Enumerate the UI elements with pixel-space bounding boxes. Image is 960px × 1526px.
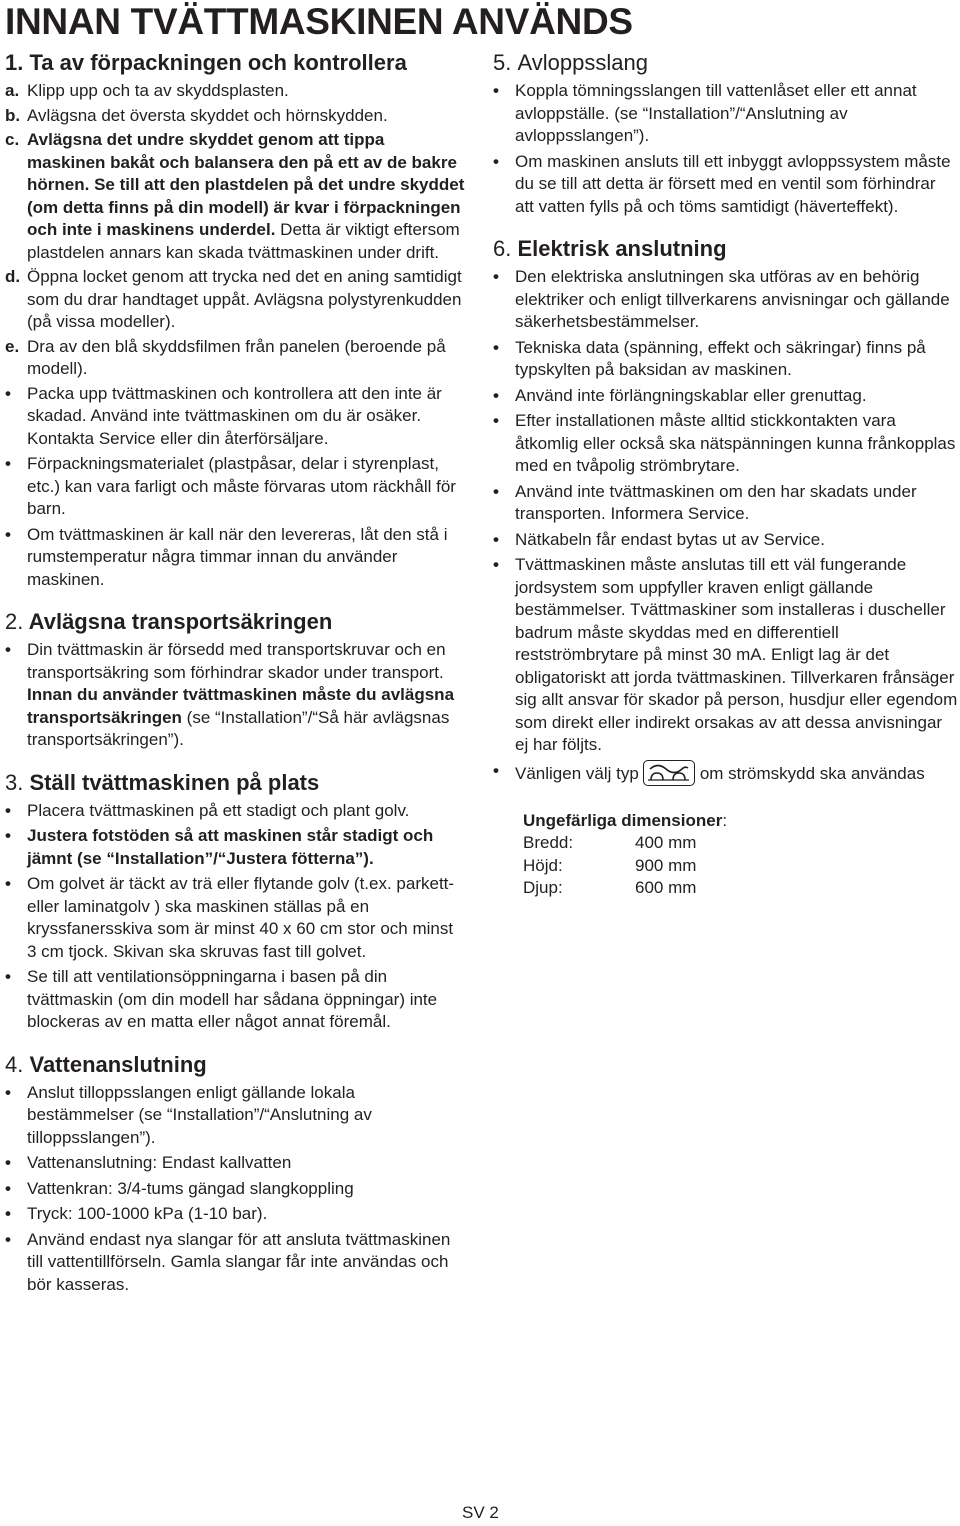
list-item [493,266,958,334]
step-letter: b. [5,105,21,125]
step-text: Öppna locket genom att trycka ned det en aning samtidigt som du drar handtaget uppåt. Avlägsna polystyrenkudden (på vissa modeller). [27,267,462,331]
list-item [5,1082,465,1150]
list-item-text: Se till att ventilationsöppningarna i basen på din tvättmaskin (om din modell har sådana öppningar) inte blockeras av en matta eller något annat föremål. [27,967,438,1031]
section-number: 6. [493,236,512,261]
list-item-text: (se “Installation”/“Så här avlägsnas transportsäkringen”). [27,707,450,749]
dimension-row [523,855,958,878]
bullet-icon: • [5,826,11,845]
section-title: Elektrisk anslutning [517,236,727,261]
list-item [493,337,958,382]
section-number: 4. [5,1051,24,1077]
dimension-value: 600 mm [635,878,697,897]
bullet-icon: • [5,800,11,820]
list-item-text: Om tvättmaskinen är kall när den levereras, låt den stå i rumstemperatur några timmar innan du använder maskinen. [27,524,448,589]
dimension-value: 400 mm [635,833,697,852]
list-item-text: Använd endast nya slangar för att ansluta tvättmaskinen till vattentillförseln. Gamla slangar får inte användas och bör kasseras. [27,1229,451,1294]
bullet-icon: • [493,151,499,171]
step-letter: a. [5,81,20,100]
bullet-icon: • [493,411,499,430]
section-1-heading: 1. Ta av förpackningen och kontrollera [5,50,407,75]
list-item [5,639,465,752]
list-item-text: Vattenanslutning: Endast kallvatten [27,1153,292,1172]
section-6-heading [493,236,958,262]
step-letter: e. [5,336,20,356]
step-letter: d. [5,267,21,286]
step-d [5,266,465,334]
list-item-text: Om maskinen ansluts till ett inbyggt avloppssystem måste du se till att detta är försett med en ventil som förhindrar att vatten fylls på och töms samtidigt (häverteffekt). [515,151,951,216]
rcd-type-symbol-icon [643,760,695,786]
bullet-icon: • [5,640,11,659]
list-item-text: Tekniska data (spänning, effekt och säkringar) finns på typskylten på baksidan av maskinen. [515,337,926,379]
dimension-row [523,877,958,900]
step-letter: c. [5,130,20,149]
step-text-bold: Se till att den plastdelen på det undre skyddet (om detta finns på din modell) är kvar i förpackningen och inte i maskinens underdel. [27,175,465,239]
step-text: Detta är viktigt eftersom plastdelen annars kan skada tvättmaskinen under drift. [27,220,460,262]
dimensions-heading [523,810,958,833]
list-item [5,1152,465,1175]
list-item-text: Vänligen välj typ [515,763,639,783]
step-text: Dra av den blå skyddsfilmen från panelen (beroende på modell). [27,336,446,378]
list-item [5,825,465,870]
section-2-heading [5,609,465,635]
list-item-text: Om golvet är täckt av trä eller flytande golv (t.ex. parkett- eller laminatgolv ) ska maskinen ställas på en kryssfanersskiva som är minst 40 x 60 cm stor och minst 3 cm tjock. Skivan ska skruvas fast till golvet. [27,874,455,961]
bullet-icon: • [5,967,11,986]
list-item-text: Efter installationen måste alltid stickkontakten vara åtkomlig eller också ska nätspänningen kunna frånkopplas med en tvåpolig strömbrytare. [515,411,956,475]
list-item-text: Använd inte förlängningskablar eller grenuttag. [515,385,867,405]
page-title: INNAN TVÄTTMASKINEN ANVÄNDS [5,1,633,42]
section-title: Ställ tvättmaskinen på plats [29,769,320,795]
list-item-text: Anslut tilloppsslangen enligt gällande lokala bestämmelser (se “Installation”/“Anslutning av tilloppsslangen”). [27,1082,372,1147]
step-a [5,80,465,103]
bullet-icon: • [493,337,499,357]
bullet-icon: • [493,555,499,574]
dimension-label: Djup: [523,878,563,897]
list-item-text-bold: Innan du använder tvättmaskinen måste du avlägsna transportsäkringen [27,685,455,727]
list-item [5,966,465,1034]
bullet-icon: • [5,454,11,473]
list-item-text: Packa upp tvättmaskinen och kontrollera att den inte är skadad. Använd inte tvättmaskinen om du är osäker. Kontakta Service eller din återförsäljare. [27,383,442,448]
list-item [5,524,465,592]
list-item [5,1178,465,1201]
list-item [493,760,958,786]
dimension-value: 900 mm [635,855,697,875]
list-item-text: Placera tvättmaskinen på ett stadigt och plant golv. [27,800,410,820]
bullet-icon: • [5,1229,11,1249]
list-item [5,873,465,963]
section-number: 2. [5,609,24,634]
list-item-text: Vattenkran: 3/4-tums gängad slangkoppling [27,1178,354,1198]
bullet-icon: • [493,529,499,549]
list-item [5,800,465,823]
dimension-label: Höjd: [523,855,563,875]
section-5-heading [493,50,958,76]
step-text: Klipp upp och ta av skyddsplasten. [27,81,289,100]
list-item-text: Koppla tömningsslangen till vattenlåset eller ett annat avloppställe. (se “Installation”/“Anslutning av avloppsslangen”). [515,81,917,145]
list-item-text: om strömskydd ska användas [699,763,925,783]
left-column [5,50,465,1299]
list-item [5,383,465,451]
list-item [493,554,958,757]
section-title: Avlägsna transportsäkringen [28,609,333,634]
list-item [493,481,958,526]
dimension-label: Bredd: [523,833,574,852]
step-text-bold: Avlägsna det undre skyddet genom att tippa maskinen bakåt och balansera den på ett av de bakre hörnen. [27,130,457,194]
right-column [493,50,958,900]
list-item [5,1229,465,1297]
dimension-row [523,832,958,855]
dimensions-heading-colon: : [722,810,728,830]
list-item [493,529,958,552]
bullet-icon: • [5,1178,11,1198]
section-number: 3. [5,769,24,795]
list-item-text: Tvättmaskinen måste anslutas till ett väl fungerande jordsystem som uppfyller kraven enligt gällande bestämmelser. Tvättmaskiner som installeras i duscheller badrum måste skyddas med en differentiell restströmbrytare på minst 30 mA. Enligt lag är det obligatoriskt att jorda tvättmaskinen. Tillverkaren frånsäger sig allt ansvar för skador på person, husdjur eller egendom som direkt eller indirekt orsakas av att dessa anvisningar ej har följts. [515,555,958,754]
bullet-icon: • [493,81,499,100]
section-title: Vattenanslutning [29,1051,207,1077]
bullet-icon: • [5,1153,11,1172]
list-item [5,453,465,521]
bullet-icon: • [5,874,11,893]
list-item-text: Använd inte tvättmaskinen om den har skadats under transporten. Informera Service. [515,481,917,523]
list-item-text: Förpackningsmaterialet (plastpåsar, delar i styrenplast, etc.) kan vara farligt och måste förvaras utom räckhåll för barn. [27,454,456,518]
bullet-icon: • [5,1204,11,1223]
list-item [493,80,958,148]
section-title: Avloppsslang [517,50,648,75]
bullet-icon: • [493,760,499,780]
page-number: SV 2 [462,1503,499,1522]
list-item [5,1203,465,1226]
section-3-heading [5,770,465,796]
bullet-icon: • [493,385,499,405]
bullet-icon: • [5,1082,11,1102]
dimensions-heading-text: Ungefärliga dimensioner [523,810,723,830]
list-item-text: Tryck: 100-1000 kPa (1-10 bar). [27,1204,268,1223]
bullet-icon: • [493,267,499,286]
section-4-heading [5,1052,465,1078]
bullet-icon: • [5,524,11,544]
step-b [5,105,465,128]
bullet-icon: • [5,383,11,403]
list-item [493,385,958,408]
step-c [5,129,465,264]
dimensions-block [523,810,958,900]
list-item [493,410,958,478]
step-text: Avlägsna det översta skyddet och hörnskydden. [27,105,388,125]
bullet-icon: • [493,481,499,501]
list-item [493,151,958,219]
step-e [5,336,465,381]
list-item-text: Den elektriska anslutningen ska utföras av en behörig elektriker och enligt tillverkarens anvisningar och gällande säkerhetsbestämmelser. [515,267,950,331]
list-item-text: Nätkabeln får endast bytas ut av Service. [515,529,825,549]
section-number: 5. [493,50,512,75]
list-item-text: Din tvättmaskin är försedd med transportskruvar och en transportsäkring som förhindrar skador under transport. [27,640,446,682]
list-item-text-bold: Justera fotstöden så att maskinen står stadigt och jämnt (se “Installation”/“Justera fötterna”). [27,826,434,868]
